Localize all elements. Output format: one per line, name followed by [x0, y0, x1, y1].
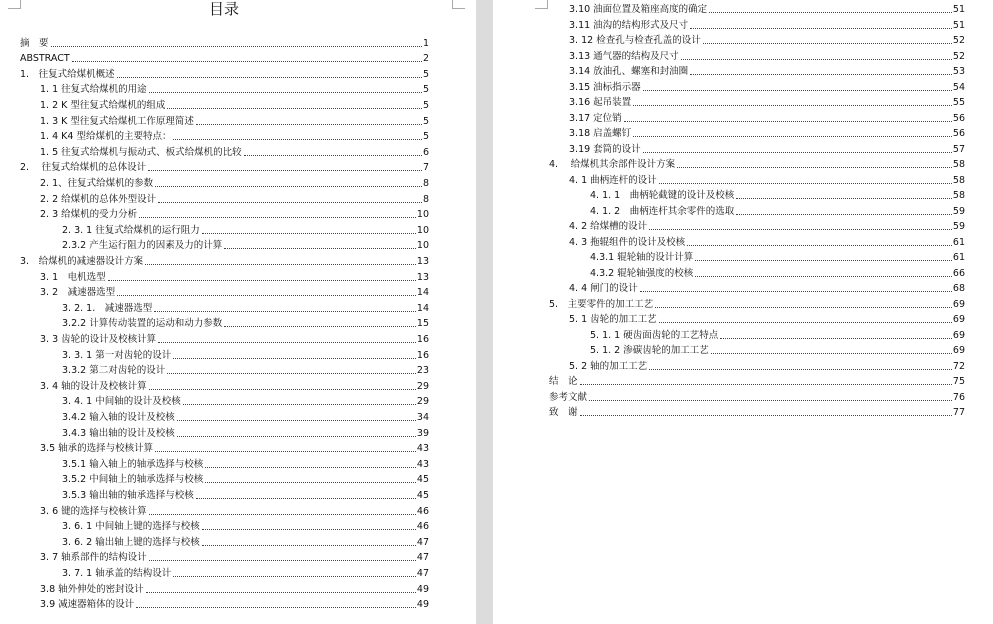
toc-entry-page-number: 5: [422, 115, 429, 127]
toc-entry-page-number: 46: [416, 521, 429, 533]
toc-entry-page-number: 77: [952, 407, 965, 418]
dot-leader: [139, 216, 416, 218]
toc-entry-page-number: 76: [952, 391, 965, 403]
toc-entry[interactable]: [590, 265, 965, 280]
dot-leader: [173, 138, 422, 140]
toc-entry-page-number: 43: [416, 458, 429, 470]
toc-entry[interactable]: [569, 218, 965, 233]
toc-entry-page-number: 54: [952, 81, 965, 93]
toc-entry[interactable]: [40, 284, 429, 299]
dot-leader: [155, 450, 416, 452]
toc-entry-page-number: 1: [422, 37, 429, 49]
toc-entry-label: 3.9 减速器箱体的设计: [40, 599, 135, 611]
toc-entry-label: 3.4.3 输出轴的设计及校核: [62, 427, 175, 439]
dot-leader: [643, 89, 952, 91]
dot-leader: [224, 325, 416, 327]
toc-entry[interactable]: [549, 404, 965, 419]
toc-entry-page-number: 69: [952, 329, 965, 341]
toc-entry-page-number: 51: [952, 19, 965, 31]
toc-entry-page-number: 5: [422, 99, 429, 111]
toc-entry-page-number: 13: [416, 255, 429, 267]
toc-entry-label: 5. 主要零件的加工工艺: [549, 298, 654, 310]
page-left: [0, 0, 476, 624]
toc-entry-label: 3. 4. 1 中间轴的设计及校核: [62, 396, 181, 408]
toc-entry[interactable]: [62, 362, 429, 377]
toc-entry-label: 3.13 通气器的结构及尺寸: [569, 50, 679, 62]
crop-mark-top-left: [8, 0, 21, 9]
toc-entry-label: 3. 6. 2 输出轴上键的选择与校核: [62, 536, 200, 548]
toc-entry-label: 3. 3. 1 第一对齿轮的设计: [62, 349, 172, 361]
toc-entry-label: 3. 7 轴系部件的结构设计: [40, 552, 147, 564]
toc-entry-page-number: 68: [952, 283, 965, 294]
toc-entry-page-number: 29: [416, 380, 429, 392]
dot-leader: [677, 166, 952, 168]
toc-entry-page-number: 69: [952, 314, 965, 325]
dot-leader: [690, 73, 952, 75]
toc-entry-label: 5. 1. 2 渗碳齿轮的加工工艺: [590, 345, 709, 356]
dot-leader: [711, 352, 952, 354]
toc-entry[interactable]: [569, 280, 965, 295]
toc-entry[interactable]: [549, 389, 965, 404]
toc-entry-page-number: 58: [952, 159, 965, 170]
dot-leader: [148, 169, 422, 171]
toc-entry-page-number: 59: [952, 221, 965, 232]
toc-entry-label: 1. 4 K4 型给煤机的主要特点：: [40, 131, 172, 143]
toc-entry-page-number: 2: [422, 53, 429, 65]
toc-entry-label: 3.2.2 计算传动装置的运动和动力参数: [62, 318, 223, 330]
toc-entry-page-number: 52: [952, 50, 965, 62]
toc-entry-page-number: 7: [422, 162, 429, 174]
toc-entry[interactable]: [40, 191, 429, 206]
toc-entry[interactable]: [62, 409, 429, 424]
toc-entry-page-number: 6: [422, 146, 429, 158]
toc-entry[interactable]: [20, 50, 429, 65]
toc-entry-label: 2. 3. 1 往复式给煤机的运行阻力: [62, 224, 200, 236]
toc-entry-label: 2.3.2 产生运行阻力的因素及力的计算: [62, 240, 223, 252]
toc-entry-page-number: 34: [416, 411, 429, 423]
toc-entry-label: 3. 4 轴的设计及校核计算: [40, 380, 147, 392]
toc-entry[interactable]: [40, 581, 429, 596]
dot-leader: [659, 321, 952, 323]
dot-leader: [202, 528, 416, 530]
dot-leader: [649, 368, 952, 370]
toc-entry[interactable]: [590, 249, 965, 264]
toc-entry-page-number: 56: [952, 128, 965, 139]
toc-entry-label: 3. 2 减速器选型: [40, 287, 116, 299]
dot-leader: [643, 151, 952, 153]
toc-entry[interactable]: [62, 534, 429, 549]
toc-entry-page-number: 75: [952, 376, 965, 387]
dot-leader: [145, 263, 416, 265]
toc-entry-label: 5. 2 轴的加工工艺: [569, 360, 648, 372]
dot-leader: [205, 481, 416, 483]
toc-entry-page-number: 5: [422, 131, 429, 143]
toc-entry[interactable]: [590, 342, 965, 357]
toc-entry[interactable]: [20, 253, 429, 268]
toc-entry[interactable]: [62, 471, 429, 486]
dot-leader: [117, 294, 416, 296]
toc-entry[interactable]: [569, 172, 965, 187]
toc-entry-label: 3.16 起吊装置: [569, 97, 632, 108]
toc-entry-label: 4. 给煤机其余部件设计方案: [549, 159, 676, 170]
dot-leader: [695, 275, 952, 277]
toc-entry-label: 3.19 套筒的设计: [569, 143, 641, 155]
toc-entry-page-number: 47: [416, 567, 429, 579]
toc-entry[interactable]: [20, 159, 429, 174]
toc-entry-label: 1. 3 K 型往复式给煤机工作原理简述: [40, 115, 194, 127]
toc-entry-page-number: 43: [416, 443, 429, 455]
toc-entry[interactable]: [569, 311, 965, 326]
dot-leader: [117, 76, 422, 78]
toc-entry-page-number: 49: [416, 583, 429, 595]
toc-entry[interactable]: [590, 203, 965, 218]
dot-leader: [146, 591, 416, 593]
toc-entry[interactable]: [569, 79, 965, 94]
toc-entry-label: 3.17 定位销: [569, 112, 622, 124]
dot-leader: [149, 559, 416, 561]
toc-entry-label: 3. 6. 1 中间轴上键的选择与校核: [62, 521, 200, 533]
toc-entry[interactable]: [569, 141, 965, 156]
toc-entry-page-number: 49: [416, 599, 429, 611]
dot-leader: [690, 27, 952, 29]
toc-entry-page-number: 13: [416, 271, 429, 283]
dot-leader: [681, 58, 952, 60]
toc-entry[interactable]: [20, 66, 429, 81]
toc-entry[interactable]: [40, 144, 429, 159]
toc-entry[interactable]: [569, 32, 965, 47]
toc-entry-page-number: 58: [952, 190, 965, 201]
toc-entry[interactable]: [549, 156, 965, 171]
toc-entry-page-number: 8: [422, 193, 429, 205]
toc-entry-page-number: 39: [416, 427, 429, 439]
dot-leader: [155, 185, 422, 187]
dot-leader: [108, 279, 416, 281]
toc-entry-label: 3.11 油沟的结构形式及尺寸: [569, 19, 689, 31]
toc-entry-page-number: 69: [952, 345, 965, 356]
toc-entry-page-number: 47: [416, 552, 429, 564]
toc-entry[interactable]: [62, 487, 429, 502]
toc-entry-label: 致 谢: [549, 407, 578, 418]
toc-entry-page-number: 14: [416, 287, 429, 299]
dot-leader: [149, 91, 422, 93]
toc-entry-label: 3. 7. 1 轴承盖的结构设计: [62, 567, 172, 579]
toc-entry[interactable]: [20, 35, 429, 50]
toc-entry-label: 4. 4 闸门的设计: [569, 283, 638, 294]
toc-entry[interactable]: [40, 331, 429, 346]
dot-leader: [580, 414, 952, 416]
toc-entry[interactable]: [62, 315, 429, 330]
toc-entry-page-number: 45: [416, 474, 429, 486]
toc-entry-label: 2. 2 给煤机的总体外型设计: [40, 193, 157, 205]
toc-entry[interactable]: [40, 269, 429, 284]
toc-entry-label: 3. 1 电机选型: [40, 271, 106, 283]
dot-leader: [196, 497, 416, 499]
toc-entry[interactable]: [569, 94, 965, 109]
toc-entry-page-number: 10: [416, 209, 429, 221]
dot-leader: [202, 232, 416, 234]
toc-entry[interactable]: [569, 17, 965, 32]
toc-entry-label: 参考文献: [549, 391, 588, 403]
toc-entry-page-number: 51: [952, 4, 965, 15]
toc-entry-label: 3. 2. 1. 减速器选型: [62, 302, 153, 314]
toc-entry[interactable]: [40, 378, 429, 393]
toc-entry-page-number: 56: [952, 112, 965, 124]
toc-entry-label: 2. 3 给煤机的受力分析: [40, 209, 138, 221]
toc-entry-page-number: 57: [952, 143, 965, 155]
dot-leader: [655, 306, 952, 308]
toc-entry-page-number: 5: [422, 68, 429, 80]
toc-entry-label: 5. 1. 1 硬齿面齿轮的工艺特点: [590, 329, 719, 341]
toc-entry-label: 4. 1. 1 曲柄轮截键的设计及校核: [590, 190, 735, 201]
toc-entry-page-number: 55: [952, 97, 965, 108]
toc-entry-label: 5. 1 齿轮的加工工艺: [569, 314, 657, 325]
dot-leader: [177, 419, 416, 421]
toc-entry-label: 4. 2 给煤槽的设计: [569, 221, 648, 232]
toc-entry[interactable]: [62, 425, 429, 440]
toc-entry[interactable]: [40, 549, 429, 564]
dot-leader: [736, 197, 952, 199]
toc-entry-page-number: 29: [416, 396, 429, 408]
toc-entry[interactable]: [549, 296, 965, 311]
toc-entry-page-number: 47: [416, 536, 429, 548]
toc-entry-label: 3. 给煤机的减速器设计方案: [20, 255, 144, 267]
dot-leader: [205, 466, 416, 468]
dot-leader: [167, 372, 416, 374]
dot-leader: [720, 337, 952, 339]
toc-entry-page-number: 8: [422, 177, 429, 189]
toc-entry-label: 3.15 油标指示器: [569, 81, 641, 93]
toc-entry[interactable]: [40, 440, 429, 455]
dot-leader: [624, 120, 952, 122]
toc-entry-page-number: 53: [952, 66, 965, 77]
toc-entry-label: 2. 1、往复式给煤机的参数: [40, 177, 154, 189]
dot-leader: [202, 544, 416, 546]
toc-entry-label: 1. 2 K 型往复式给煤机的组成: [40, 99, 166, 111]
toc-entry-page-number: 66: [952, 267, 965, 279]
toc-entry[interactable]: [40, 81, 429, 96]
toc-entry[interactable]: [62, 456, 429, 471]
toc-entry[interactable]: [40, 97, 429, 112]
dot-leader: [173, 575, 416, 577]
toc-entry[interactable]: [62, 237, 429, 252]
dot-leader: [589, 399, 952, 401]
toc-entry-label: 3.8 轴外伸处的密封设计: [40, 583, 144, 595]
toc-entry[interactable]: [569, 110, 965, 125]
toc-entry-page-number: 59: [952, 205, 965, 217]
dot-leader: [703, 42, 952, 44]
dot-leader: [51, 45, 422, 47]
toc-entry-page-number: 61: [952, 236, 965, 248]
dot-leader: [633, 135, 952, 137]
toc-entry-page-number: 10: [416, 240, 429, 252]
toc-entry[interactable]: [62, 300, 429, 315]
dot-leader: [649, 228, 952, 230]
toc-entry-label: 3.3.2 第二对齿轮的设计: [62, 365, 166, 377]
toc-entry-label: 4.3.2 辊轮轴强度的校核: [590, 267, 694, 279]
toc-entry-page-number: 46: [416, 505, 429, 517]
toc-entry-label: 2. 往复式给煤机的总体设计: [20, 162, 147, 174]
toc-entry-label: 结 论: [549, 376, 578, 387]
toc-entry-label: 4. 1 曲柄连杆的设计: [569, 174, 657, 186]
toc-entry-label: 4.3.1 辊轮轴的设计计算: [590, 252, 694, 263]
dot-leader: [149, 513, 416, 515]
toc-entry-label: 3. 3 齿轮的设计及校核计算: [40, 333, 157, 345]
toc-entry[interactable]: [590, 327, 965, 342]
toc-entry-label: 3.5.2 中间轴上的轴承选择与校核: [62, 474, 204, 486]
dot-leader: [183, 403, 416, 405]
crop-mark-top-left: [535, 0, 548, 9]
dot-leader: [244, 154, 422, 156]
toc-entry[interactable]: [590, 187, 965, 202]
dot-leader: [640, 290, 952, 292]
dot-leader: [709, 11, 952, 13]
toc-entry-page-number: 52: [952, 35, 965, 46]
toc-entry-label: 3.5.1 输入轴上的轴承选择与校核: [62, 458, 204, 470]
toc-entry-page-number: 45: [416, 489, 429, 501]
toc-entry[interactable]: [62, 565, 429, 580]
toc-entry[interactable]: [40, 128, 429, 143]
toc-entry-label: 4. 3 拖辊组件的设计及校核: [569, 236, 686, 248]
toc-entry[interactable]: [62, 518, 429, 533]
toc-title: 目录: [209, 0, 240, 18]
dot-leader: [736, 213, 952, 215]
toc-entry-label: 1. 5 往复式给煤机与振动式、板式给煤机的比较: [40, 146, 242, 158]
dot-leader: [659, 182, 952, 184]
dot-leader: [149, 388, 416, 390]
toc-entry[interactable]: [569, 1, 965, 16]
toc-entry[interactable]: [62, 347, 429, 362]
dot-leader: [136, 606, 416, 608]
toc-entry-page-number: 72: [952, 360, 965, 372]
dot-leader: [158, 341, 416, 343]
dot-leader: [687, 244, 952, 246]
toc-entry[interactable]: [569, 63, 965, 78]
toc-entry[interactable]: [40, 206, 429, 221]
dot-leader: [154, 310, 416, 312]
toc-entry[interactable]: [549, 373, 965, 388]
toc-entry-label: 1. 往复式给煤机概述: [20, 68, 115, 80]
dot-leader: [224, 247, 416, 249]
toc-entry-page-number: 69: [952, 298, 965, 310]
toc-entry-page-number: 58: [952, 174, 965, 186]
toc-entry-label: 3. 6 键的选择与校核计算: [40, 505, 147, 517]
toc-entry-label: 3. 12 检查孔与检查孔盖的设计: [569, 35, 701, 46]
dot-leader: [173, 357, 416, 359]
toc-entry[interactable]: [569, 48, 965, 63]
toc-entry-label: ABSTRACT: [20, 53, 70, 65]
toc-entry-page-number: 23: [416, 365, 429, 377]
toc-entry[interactable]: [40, 175, 429, 190]
toc-entry-page-number: 10: [416, 224, 429, 236]
toc-entry-label: 3.10 油面位置及箱座高度的确定: [569, 4, 708, 15]
toc-entry[interactable]: [40, 503, 429, 518]
toc-entry-label: 3.18 启盖螺钉: [569, 128, 632, 139]
page-gap: [476, 0, 493, 624]
toc-entry-label: 1. 1 往复式给煤机的用途: [40, 84, 147, 96]
toc-entry[interactable]: [62, 393, 429, 408]
toc-entry-page-number: 15: [416, 318, 429, 330]
dot-leader: [167, 107, 422, 109]
toc-entry-page-number: 61: [952, 252, 965, 263]
toc-entry-label: 3.5 轴承的选择与校核计算: [40, 443, 154, 455]
toc-entry[interactable]: [40, 596, 429, 611]
crop-mark-top-right: [452, 0, 465, 9]
dot-leader: [633, 104, 952, 106]
page-right: [493, 0, 993, 624]
toc-entry-label: 4. 1. 2 曲柄连杆其余零件的选取: [590, 205, 735, 217]
toc-entry-label: 3.5.3 输出轴的轴承选择与校核: [62, 489, 194, 501]
dot-leader: [580, 383, 952, 385]
toc-entry-page-number: 14: [416, 302, 429, 314]
toc-entry-label: 3.4.2 输入轴的设计及校核: [62, 411, 175, 423]
toc-entry[interactable]: [569, 125, 965, 140]
dot-leader: [196, 123, 422, 125]
toc-entry-page-number: 5: [422, 84, 429, 96]
toc-entry-page-number: 16: [416, 333, 429, 345]
toc-entry[interactable]: [569, 234, 965, 249]
toc-entry[interactable]: [62, 222, 429, 237]
toc-entry-label: 3.14 放油孔、螺塞和封油圈: [569, 66, 689, 77]
dot-leader: [177, 435, 416, 437]
toc-entry-page-number: 16: [416, 349, 429, 361]
dot-leader: [695, 259, 952, 261]
toc-entry[interactable]: [40, 113, 429, 128]
dot-leader: [158, 201, 422, 203]
toc-entry-label: 摘 要: [20, 37, 49, 49]
toc-entry[interactable]: [569, 358, 965, 373]
dot-leader: [72, 60, 422, 62]
